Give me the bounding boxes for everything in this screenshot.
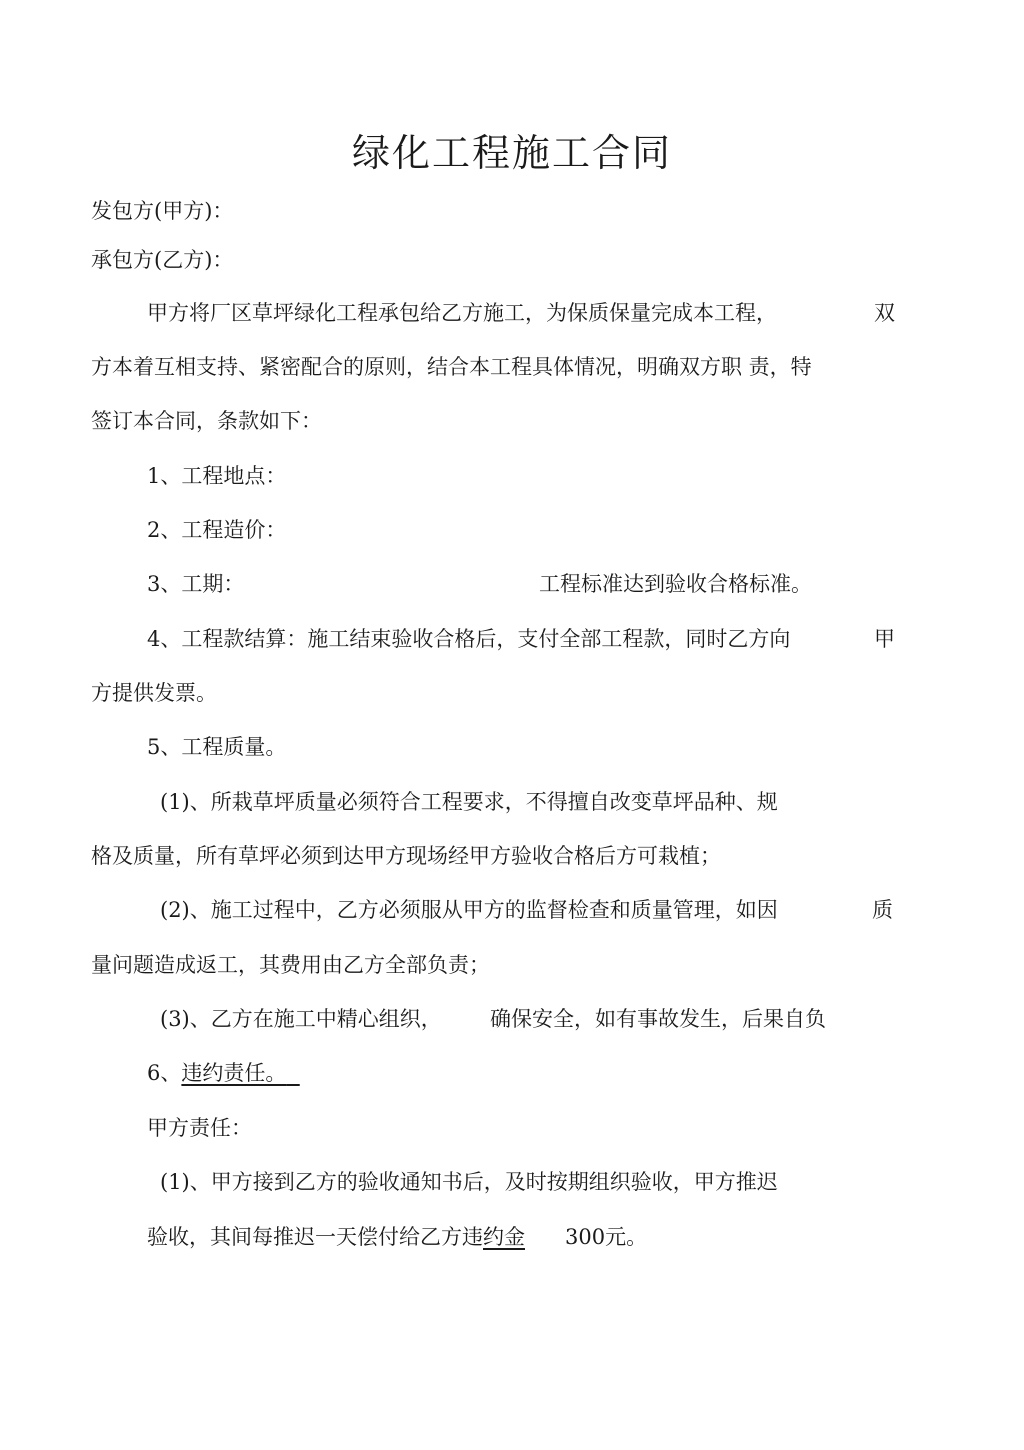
- clause-5-2-line-1-end: 质: [872, 898, 893, 922]
- clause-5-2-line-2: 量问题造成返工，其费用由乙方全部负责；: [91, 953, 490, 977]
- intro-line-1: 甲方将厂区草坪绿化工程承包给乙方施工，为保质保量完成本工程，: [147, 301, 777, 325]
- clause-5: 5、工程质量。: [147, 735, 287, 759]
- clause-4-line-1: 4、工程款结算：施工结束验收合格后，支付全部工程款，同时乙方向: [147, 627, 791, 651]
- clause-5-3-part-2: 确保安全，如有事故发生，后果自负: [490, 1007, 826, 1031]
- intro-line-1-end: 双: [874, 301, 895, 325]
- clause-5-2-line-1: (2)、施工过程中，乙方必须服从甲方的监督检查和质量管理，如因: [160, 898, 778, 922]
- penalty-underlined: 约金: [483, 1225, 525, 1249]
- party-b-label: 承包方(乙方)：: [91, 248, 234, 272]
- clause-6-title: 违约责任。: [181, 1061, 287, 1085]
- clause-3-standard: 工程标准达到验收合格标准。: [539, 572, 812, 596]
- penalty-text: 验收，其间每推迟一天偿付给乙方违: [147, 1225, 483, 1249]
- clause-6-underline-tail: [286, 1061, 299, 1085]
- clause-5-1-line-2: 格及质量，所有草坪必须到达甲方现场经甲方验收合格后方可栽植；: [91, 844, 721, 868]
- clause-4-line-1-end: 甲: [874, 627, 895, 651]
- intro-line-2: 方本着互相支持、紧密配合的原则，结合本工程具体情况，明确双方职 责，特: [91, 355, 812, 379]
- intro-line-3: 签订本合同，条款如下：: [91, 409, 322, 433]
- clause-5-1-line-1: (1)、所栽草坪质量必须符合工程要求，不得擅自改变草坪品种、规: [160, 790, 778, 814]
- clause-1: 1、工程地点：: [147, 464, 287, 488]
- document-title: 绿化工程施工合同: [351, 131, 672, 175]
- penalty-amount: 300元。: [565, 1225, 648, 1249]
- clause-5-3-part-1: (3)、乙方在施工中精心组织，: [160, 1007, 442, 1031]
- party-a-label: 发包方(甲方)：: [91, 199, 234, 223]
- clause-4-line-2: 方提供发票。: [91, 681, 217, 705]
- party-a-resp-1-line-1: (1)、甲方接到乙方的验收通知书后，及时按期组织验收，甲方推迟: [160, 1170, 778, 1194]
- party-a-resp-1-line-2: [147, 1222, 647, 1252]
- clause-6-number: 6、: [147, 1061, 182, 1085]
- clause-6: [147, 1058, 300, 1088]
- clause-3-label: 3、工期：: [147, 572, 245, 596]
- clause-2: 2、工程造价：: [147, 518, 287, 542]
- party-a-responsibility: 甲方责任：: [147, 1116, 252, 1140]
